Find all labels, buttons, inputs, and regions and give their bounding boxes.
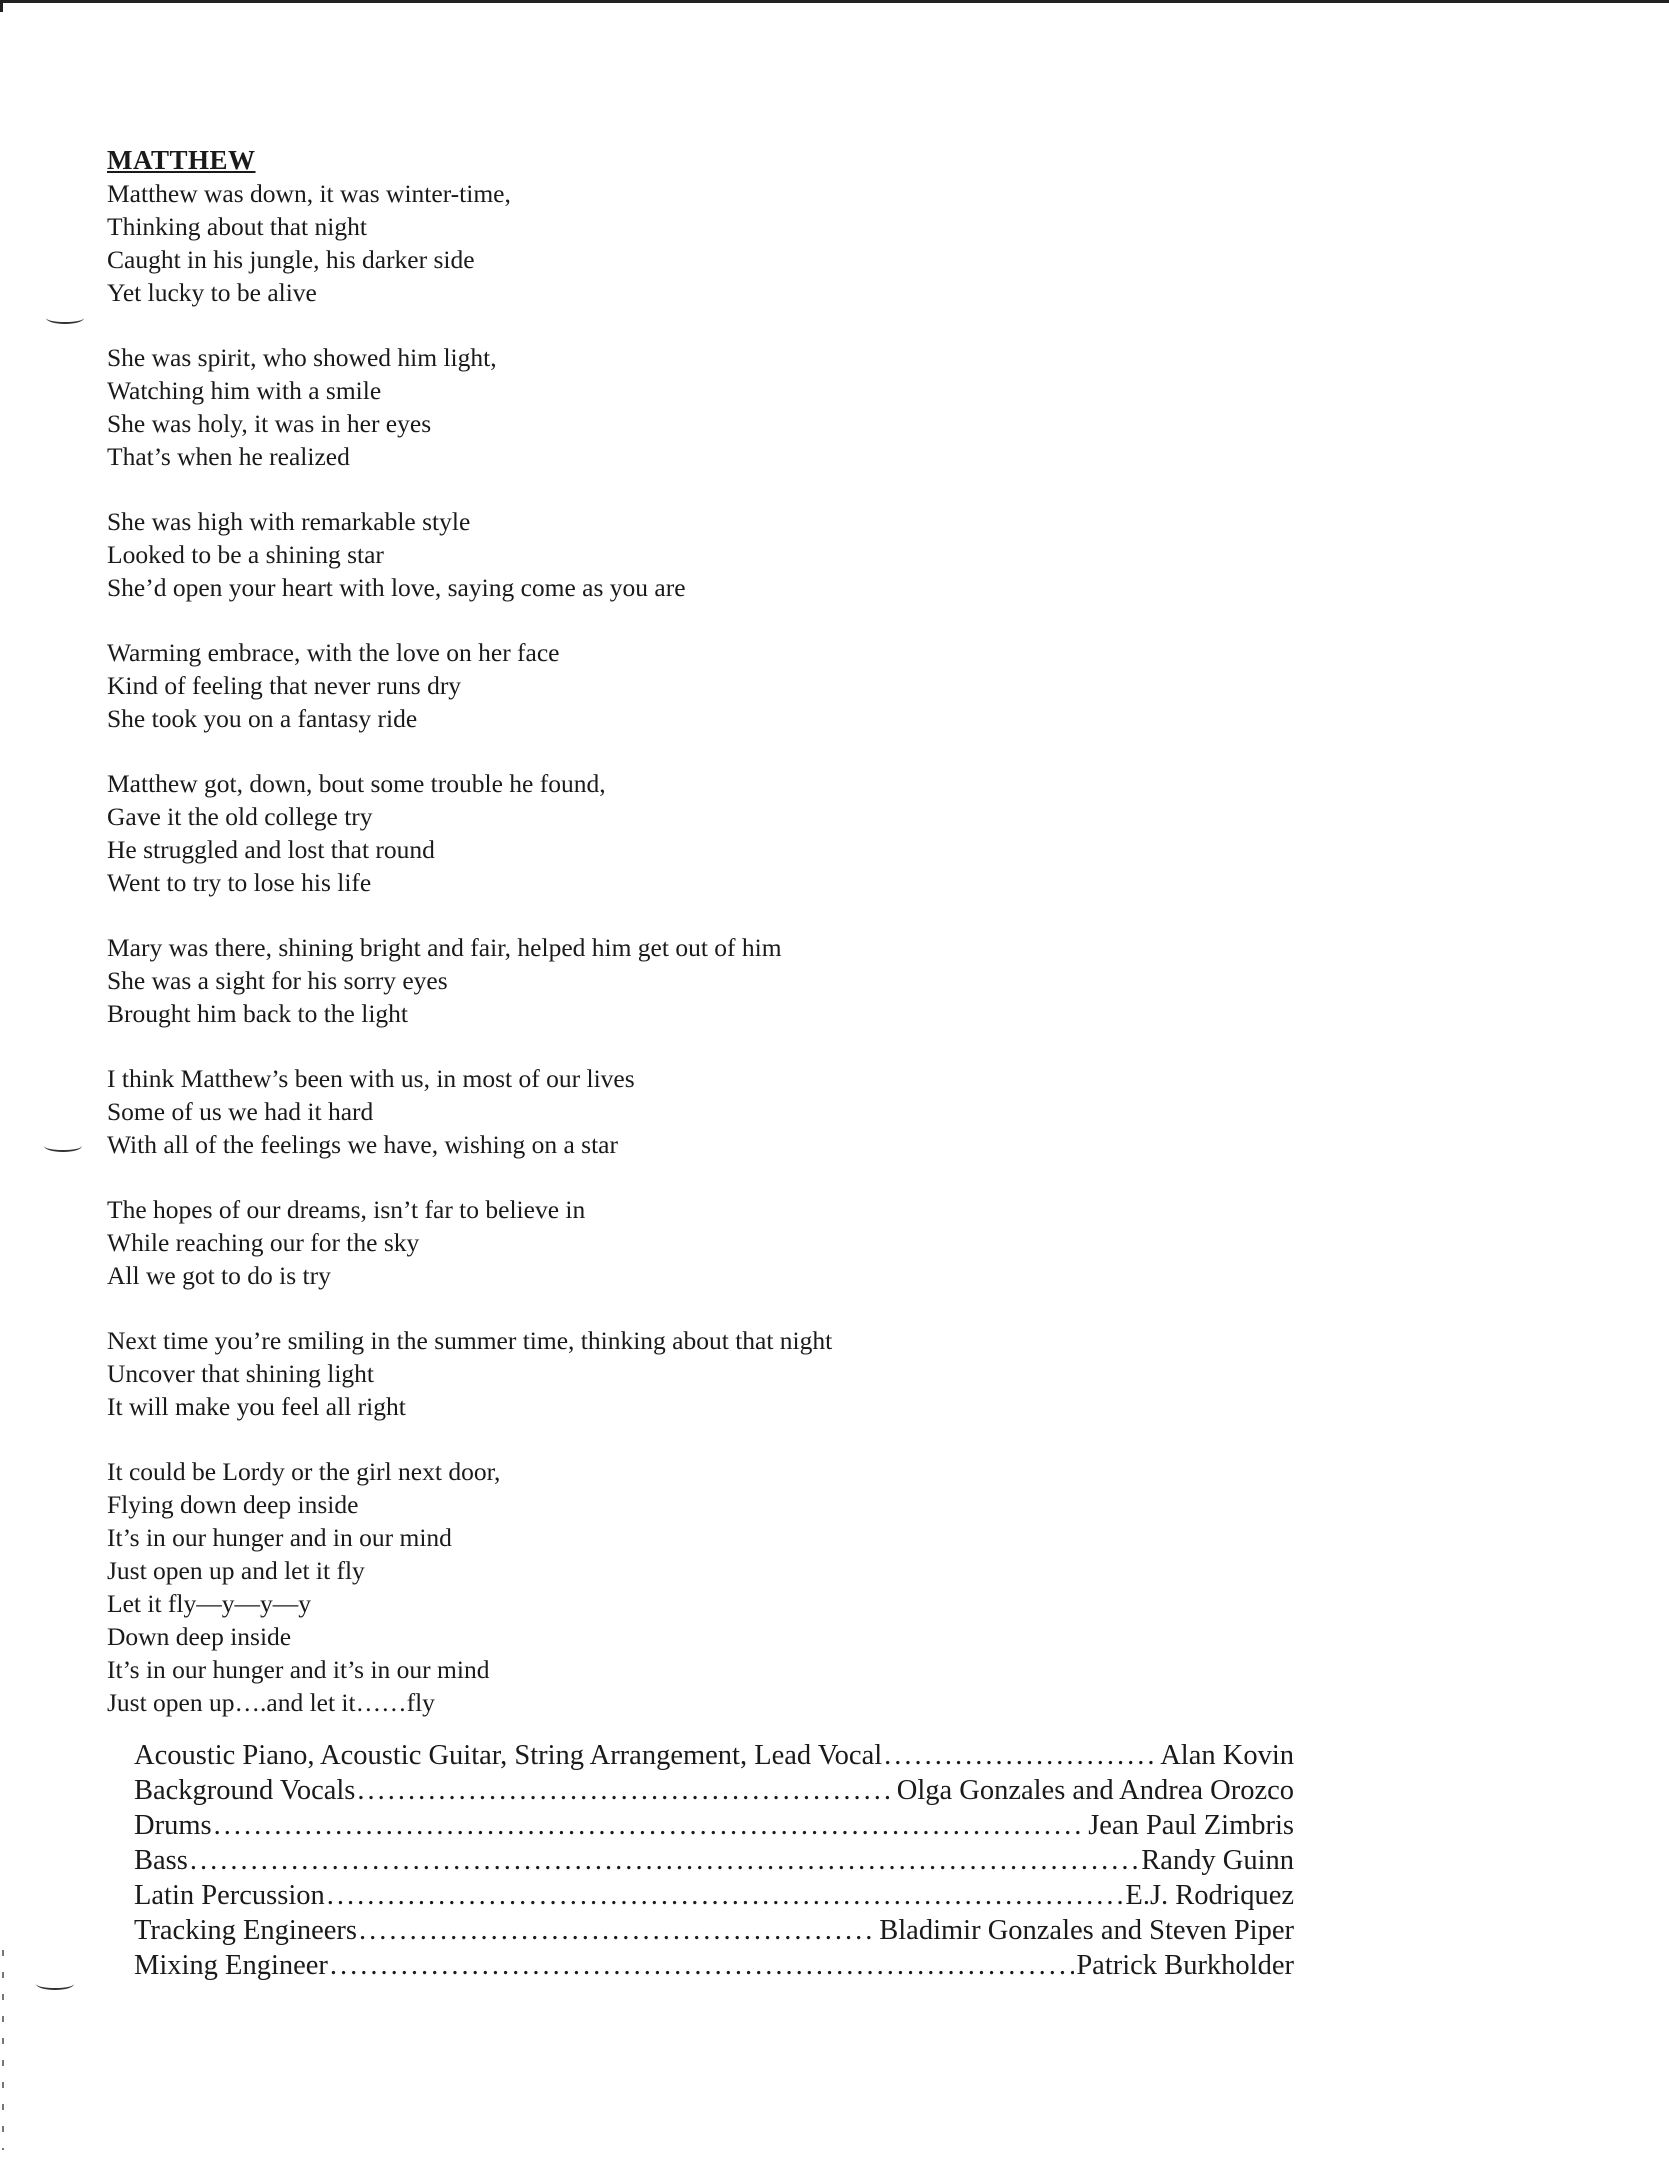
lyric-stanza: [107, 1193, 1327, 1292]
scan-edge-marks: [2, 1950, 4, 2150]
lyric-line: Thinking about that night: [107, 212, 367, 241]
lyric-line: While reaching our for the sky: [107, 1228, 420, 1257]
lyric-line: Brought him back to the light: [107, 999, 409, 1028]
lyric-line: That’s when he realized: [107, 442, 350, 471]
lyric-line: I think Matthew’s been with us, in most of our lives: [107, 1064, 635, 1093]
lyric-line: Kind of feeling that never runs dry: [107, 671, 462, 700]
lyric-line: It will make you feel all right: [107, 1392, 406, 1421]
lyric-line: All we got to do is try: [107, 1261, 331, 1290]
lyric-line: Next time you’re smiling in the summer time, thinking about that night: [107, 1326, 833, 1355]
lyric-stanza: [107, 1455, 1327, 1719]
lyric-line: Gave it the old college try: [107, 802, 373, 831]
credit-row: [134, 1773, 1294, 1808]
lyric-line: Let it fly—y—y—y: [107, 1589, 311, 1618]
lyric-line: Just open up and let it fly: [107, 1556, 365, 1585]
hole-punch-mark-middle: [44, 1140, 82, 1152]
corner-mark: [0, 0, 13, 12]
lyric-line: She was high with remarkable style: [107, 507, 471, 536]
lyric-stanza: [107, 636, 1327, 735]
top-border-rule: [0, 0, 1669, 3]
lyric-line: Uncover that shining light: [107, 1359, 375, 1388]
lyric-line: It’s in our hunger and in our mind: [107, 1523, 452, 1552]
credit-role: Mixing Engineer: [134, 1950, 328, 1981]
dot-leader: [359, 1913, 877, 1948]
lyrics-body: [107, 177, 1327, 1719]
credit-name: Bladimir Gonzales and Steven Piper: [879, 1915, 1294, 1946]
credit-name: Olga Gonzales and Andrea Orozco: [896, 1775, 1294, 1806]
lyric-stanza: [107, 767, 1327, 899]
credit-role: Tracking Engineers: [134, 1915, 357, 1946]
lyric-stanza: [107, 505, 1327, 604]
lyric-line: Some of us we had it hard: [107, 1097, 374, 1126]
dot-leader: [214, 1808, 1087, 1843]
lyric-line: The hopes of our dreams, isn’t far to believe in: [107, 1195, 586, 1224]
dot-leader: [327, 1878, 1124, 1913]
credit-name: Jean Paul Zimbris: [1088, 1810, 1294, 1841]
credits-list: [134, 1738, 1294, 1983]
lyric-stanza: [107, 931, 1327, 1030]
lyric-line: Mary was there, shining bright and fair, helped him get out of him: [107, 933, 782, 962]
lyric-line: Looked to be a shining star: [107, 540, 384, 569]
dot-leader: [330, 1948, 1074, 1983]
lyric-line: With all of the feelings we have, wishing on a star: [107, 1130, 618, 1159]
credit-role: Latin Percussion: [134, 1880, 325, 1911]
credit-row: [134, 1948, 1294, 1983]
hole-punch-mark-bottom: [36, 1978, 74, 1990]
credit-row: [134, 1878, 1294, 1913]
lyric-line: Went to try to lose his life: [107, 868, 372, 897]
lyrics-document: [107, 143, 1327, 1751]
lyric-line: Matthew got, down, bout some trouble he found,: [107, 769, 606, 798]
credit-name: E.J. Rodriquez: [1125, 1880, 1294, 1911]
credit-role: Acoustic Piano, Acoustic Guitar, String Arrangement, Lead Vocal: [134, 1740, 883, 1771]
credit-role: Drums: [134, 1810, 212, 1841]
lyric-line: She took you on a fantasy ride: [107, 704, 418, 733]
lyric-line: Flying down deep inside: [107, 1490, 359, 1519]
song-title: MATTHEW: [107, 145, 256, 175]
lyric-line: It could be Lordy or the girl next door,: [107, 1457, 501, 1486]
dot-leader: [190, 1843, 1139, 1878]
lyric-line: She’d open your heart with love, saying come as you are: [107, 573, 686, 602]
dot-leader: [884, 1738, 1158, 1773]
credit-name: Patrick Burkholder: [1076, 1950, 1294, 1981]
lyric-line: She was spirit, who showed him light,: [107, 343, 497, 372]
lyric-stanza: [107, 1062, 1327, 1161]
lyric-line: Caught in his jungle, his darker side: [107, 245, 475, 274]
lyric-stanza: [107, 1324, 1327, 1423]
hole-punch-mark-top: [46, 312, 84, 324]
lyric-line: Down deep inside: [107, 1622, 292, 1651]
lyric-line: It’s in our hunger and it’s in our mind: [107, 1655, 490, 1684]
lyric-line: Just open up….and let it……fly: [107, 1688, 435, 1717]
credit-row: [134, 1738, 1294, 1773]
dot-leader: [357, 1773, 894, 1808]
lyric-stanza: [107, 341, 1327, 473]
lyric-line: She was holy, it was in her eyes: [107, 409, 432, 438]
lyric-line: Yet lucky to be alive: [107, 278, 317, 307]
credit-name: Alan Kovin: [1160, 1740, 1294, 1771]
lyric-line: She was a sight for his sorry eyes: [107, 966, 448, 995]
lyric-line: Matthew was down, it was winter-time,: [107, 179, 511, 208]
credit-role: Bass: [134, 1845, 188, 1876]
credit-row: [134, 1808, 1294, 1843]
credit-row: [134, 1843, 1294, 1878]
lyric-stanza: [107, 177, 1327, 309]
credit-role: Background Vocals: [134, 1775, 356, 1806]
lyric-line: He struggled and lost that round: [107, 835, 435, 864]
lyric-line: Watching him with a smile: [107, 376, 382, 405]
credit-row: [134, 1913, 1294, 1948]
lyric-line: Warming embrace, with the love on her face: [107, 638, 560, 667]
credit-name: Randy Guinn: [1141, 1845, 1294, 1876]
